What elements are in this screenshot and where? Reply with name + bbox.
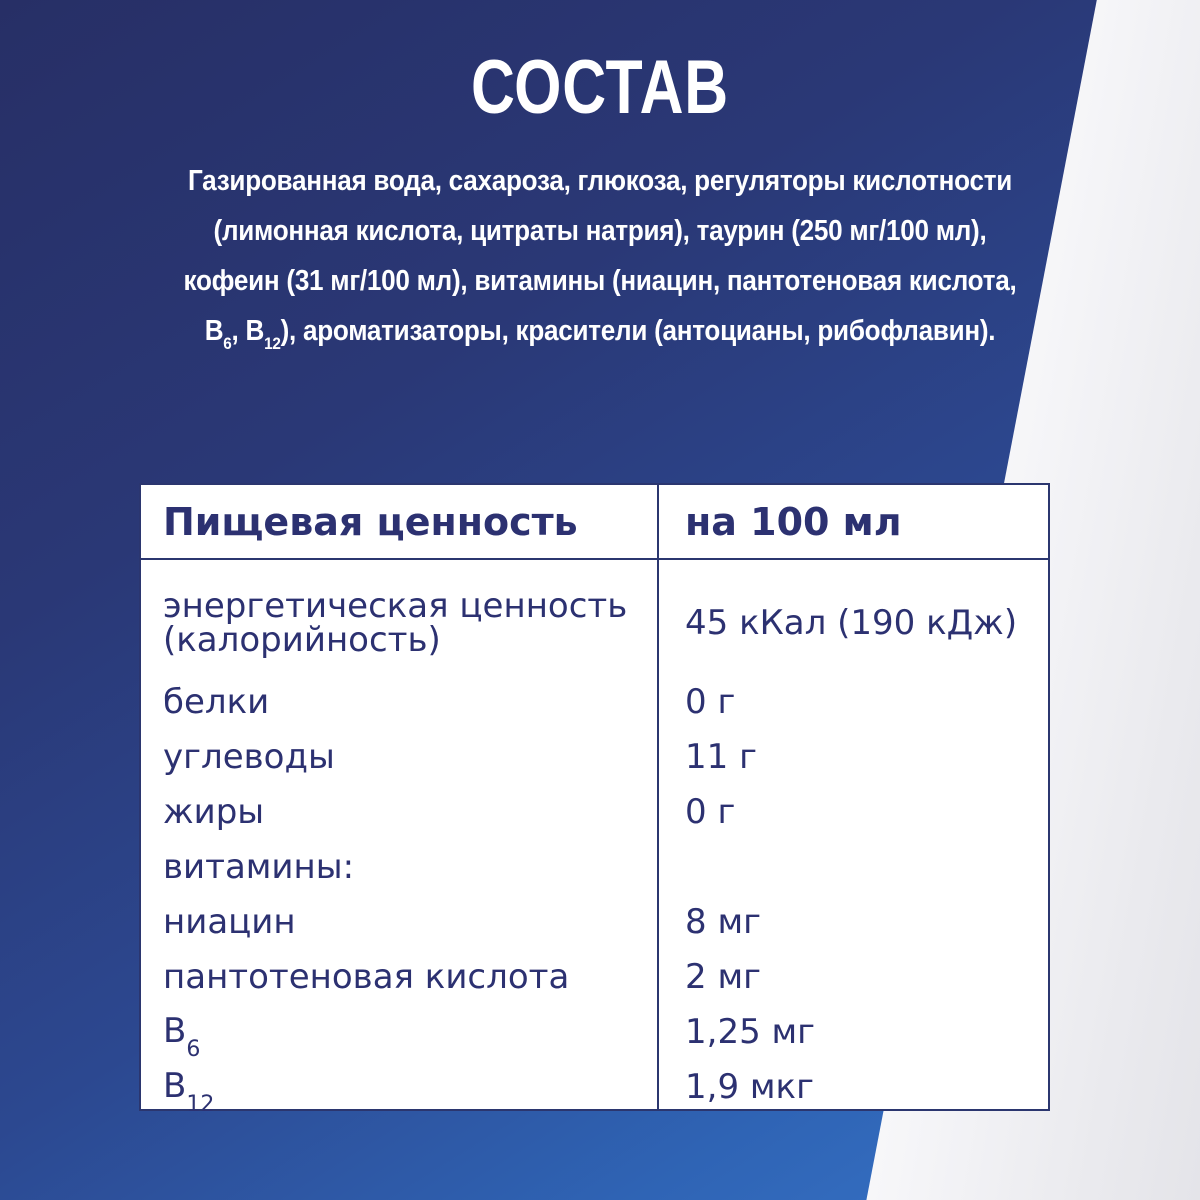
header-per-100ml: на 100 мл [685, 499, 902, 544]
table-row-carbs [141, 729, 1048, 784]
vitamin-b6-subscript: 6 [223, 334, 232, 353]
b6-subscript: 6 [186, 1036, 201, 1062]
row-label: $В_6$ [163, 1010, 201, 1062]
row-label: энергетическая ценность (калорийность) [163, 586, 628, 660]
table-row-protein [141, 674, 1048, 729]
row-value: 0 г [685, 791, 736, 832]
row-value: 11 г [685, 736, 757, 777]
table-row-niacin [141, 894, 1048, 949]
table-row-fats [141, 784, 1048, 839]
table-body [141, 560, 1048, 1117]
row-label: белки [163, 681, 270, 722]
header-nutrition-value: Пищевая ценность [163, 499, 578, 544]
table-row-energy [141, 572, 1048, 674]
row-value: 2 мг [685, 956, 761, 997]
ingredient-line-4: $В_6$, $В_{12}$), ароматизаторы, красители (антоцианы, рибофлавин). [204, 315, 996, 353]
nutrition-table [139, 483, 1050, 1117]
row-value: 1,9 мкг [685, 1066, 814, 1107]
row-label: углеводы [163, 736, 335, 777]
row-value: 1,25 мг [685, 1011, 816, 1052]
vitamin-b12-subscript: 12 [264, 334, 281, 353]
table-row-vitamin-b12 [141, 1059, 1048, 1117]
row-label: жиры [163, 791, 265, 832]
ingredient-line-3: кофеин (31 мг/100 мл), витамины (ниацин, пантотеновая кислота, [183, 265, 1017, 297]
row-label: пантотеновая кислота [163, 956, 570, 997]
table-row-pantothenic-acid [141, 949, 1048, 1004]
row-value: 8 мг [685, 901, 761, 942]
ingredients-paragraph [60, 156, 1140, 356]
table-row-vitamin-b6 [141, 1004, 1048, 1062]
ingredient-line-2: (лимонная кислота, цитраты натрия), таурин (250 мг/100 мл), [213, 215, 987, 247]
row-label: витамины: [163, 846, 355, 887]
composition-title: СОСТАВ [470, 45, 729, 130]
table-header-row [141, 485, 1048, 560]
row-value: 45 кКал (190 кДж) [685, 603, 1018, 643]
row-value: 0 г [685, 681, 736, 722]
ingredient-line-1: Газированная вода, сахароза, глюкоза, регуляторы кислотности [187, 165, 1013, 197]
table-row-vitamins-heading [141, 839, 1048, 894]
row-label: $В_{12}$ [163, 1065, 215, 1117]
row-label: ниацин [163, 901, 296, 942]
b12-subscript: 12 [186, 1091, 215, 1117]
